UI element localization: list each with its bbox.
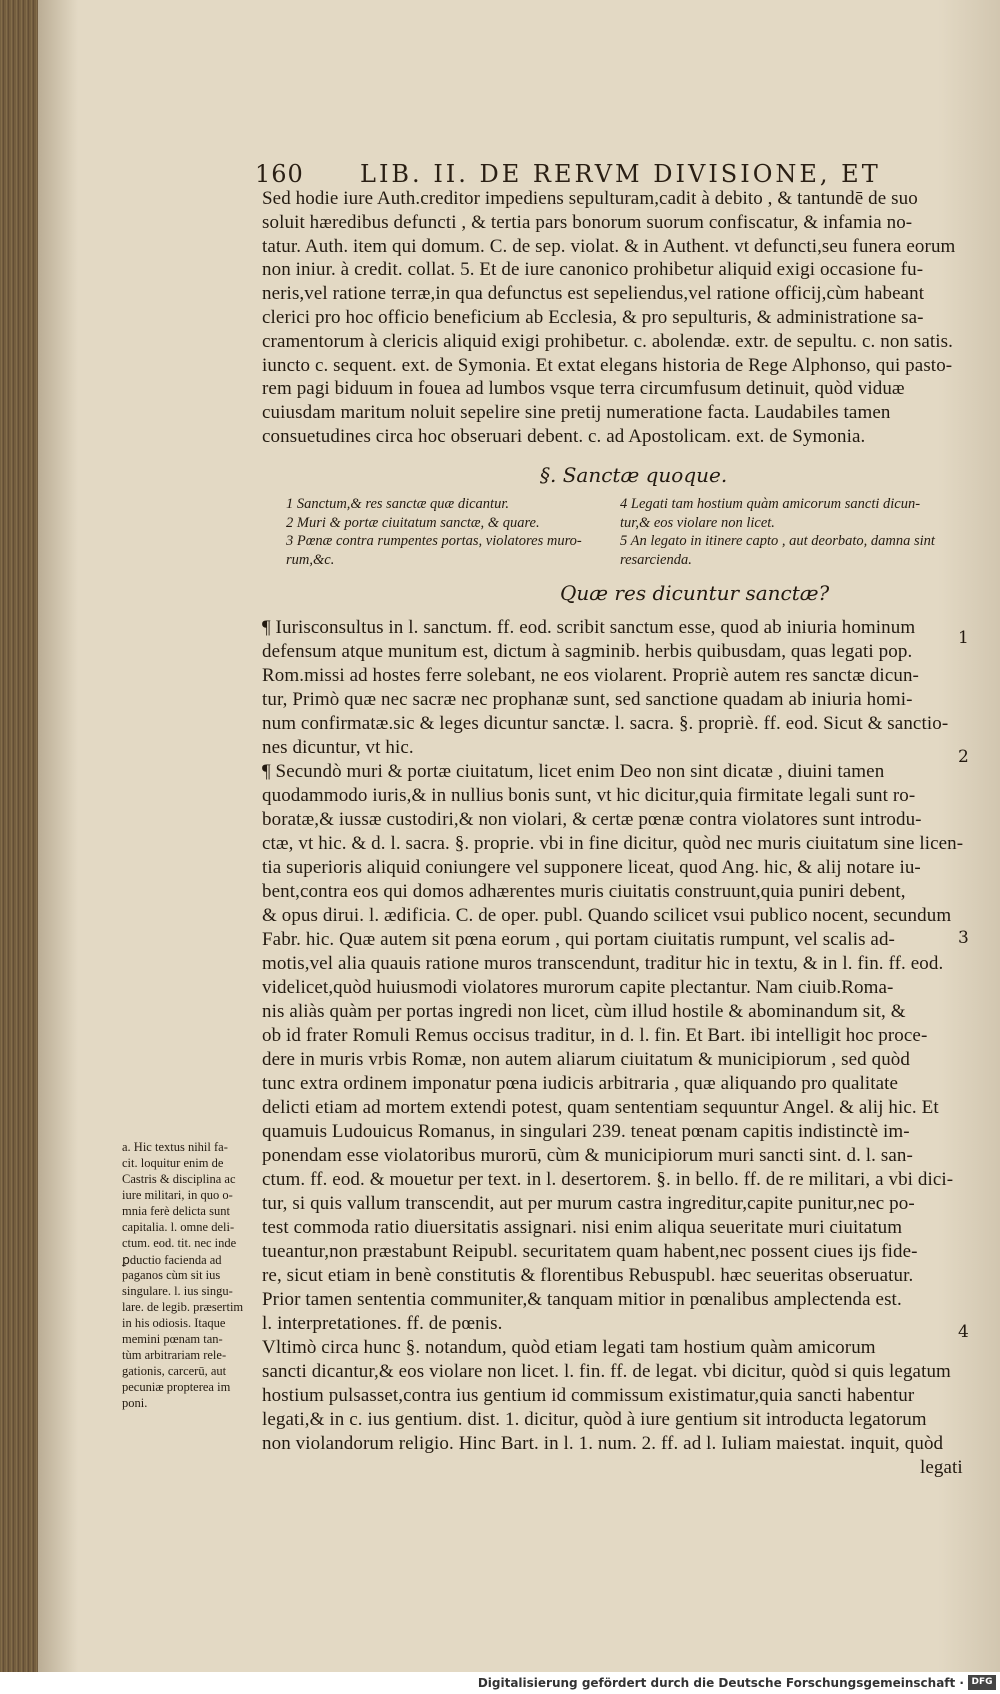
- summary-entry: rum,&c.: [286, 551, 335, 568]
- text-line: videlicet,quòd huiusmodi violatores murorum capite plectantur. Nam ciuib.Roma-: [262, 977, 894, 998]
- text-line: sancti dicantur,& eos violare non licet. l. fin. ff. de legat. vbi dicitur, quòd si quis legatum: [262, 1361, 951, 1382]
- side-note-line: memini pœnam tan-: [122, 1332, 223, 1346]
- side-note-line: Castris & disciplina ac: [122, 1172, 236, 1186]
- summary-entry: resarcienda.: [620, 551, 692, 568]
- summary-entry: 1 Sanctum,& res sanctæ quæ dicantur.: [286, 496, 510, 512]
- margin-number: 1: [958, 628, 969, 648]
- text-line: tatur. Auth. item qui domum. C. de sep. violat. & in Authent. vt defuncti,seu funera eorum: [262, 235, 956, 257]
- text-line: non iniur. à credit. collat. 5. Et de iure canonico prohibetur aliquid exigi occasione fu-: [262, 259, 924, 281]
- side-note-line: paganos cùm sit ius: [122, 1268, 221, 1282]
- side-note-line: iure militari, in quo o-: [122, 1188, 233, 1202]
- text-line: re, sicut etiam in benè constitutis & florentibus Rebuspubl. hæc seueritas obseruatur.: [262, 1265, 914, 1286]
- text-line: nis aliàs quàm per portas ingredi non licet, cùm illud hostile & abominandum sit, &: [262, 1001, 906, 1022]
- text-line: Rom.missi ad hostes ferre solebant, ne eos violarent. Propriè autem res sanctæ dicun-: [262, 665, 919, 686]
- text-line: legati: [920, 1457, 963, 1478]
- text-line: defensum atque munitum est, dictum à sagminib. herbis quibusdam, quas legati pop.: [262, 641, 913, 662]
- text-line: Prior tamen sententia communiter,& tanquam mitior in pœnalibus amplectenda est.: [262, 1289, 902, 1310]
- text-line: tueantur,non præstabunt Reipubl. securitatem quam habent,nec possent ciues ijs fide-: [262, 1241, 918, 1262]
- text-line: ponendam esse violatoribus murorū, cùm & municipiorum muri sancti sint. d. l. san-: [262, 1145, 913, 1166]
- text-line: l. interpretationes. ff. de pœnis.: [262, 1313, 503, 1334]
- digitization-footer: [0, 1672, 1000, 1694]
- text-line: iuncto c. sequent. ext. de Symonia. Et extat elegans historia de Rege Alphonso, qui pasto-: [262, 354, 953, 376]
- summary-entry: 4 Legati tam hostium quàm amicorum sancti dicun-: [620, 496, 921, 512]
- side-note-line: tùm arbitrariam rele-: [122, 1348, 227, 1362]
- side-note-line: a. Hic textus nihil fa-: [122, 1140, 228, 1154]
- side-note-line: ꝑductio facienda ad: [122, 1253, 222, 1267]
- side-note-line: singulare. l. ius singu-: [122, 1284, 233, 1298]
- summary-entry: 5 An legato in itinere capto , aut deorbato, damna sint: [620, 533, 935, 549]
- section-heading: §. Sanctæ quoque.: [540, 463, 728, 487]
- text-line: num confirmatæ.sic & leges dicuntur sanctæ. l. sacra. §. propriè. ff. eod. Sicut & sanctio-: [262, 713, 949, 734]
- text-line: quodammodo iuris,& in nullius bonis sunt, vt hic dicitur,quia firmitate legali sunt ro-: [262, 785, 916, 806]
- side-note-line: ctum. eod. tit. nec inde: [122, 1236, 237, 1250]
- text-line: cuiusdam maritum noluit sepelire sine pretij numeratione facta. Laudabiles tamen: [262, 402, 891, 424]
- text-line: hostium pulsasset,contra ius gentium id commissum existimatur,quia sancti habentur: [262, 1385, 915, 1406]
- margin-number: 4: [958, 1322, 969, 1342]
- text-line: rem pagi biduum in fouea ad lumbos vsque terra circumfusum detinuit, quòd viduæ: [262, 378, 905, 400]
- text-line: tur, Primò quæ nec sacræ nec prophanæ sunt, sed sanctione quadam ab iniuria homi-: [262, 689, 913, 710]
- text-line: non violandorum religio. Hinc Bart. in l. 1. num. 2. ff. ad l. Iuliam maiestat. inquit, quòd: [262, 1433, 944, 1454]
- side-note-line: in his odiosis. Itaque: [122, 1316, 226, 1330]
- side-note-line: capitalia. l. omne deli-: [122, 1220, 235, 1234]
- text-line: test commoda ratio diuersitatis assignari. nisi enim aliqua seueritate muri ciuitatum: [262, 1217, 903, 1238]
- text-line: delicti etiam ad mortem extendi potest, quam sententiam sequuntur Angel. & alij hic. Et: [262, 1097, 939, 1118]
- text-line: clerici pro hoc officio beneficium ab Ecclesia, & pro sepulturis, & administratione sa-: [262, 307, 924, 328]
- text-line: nes dicuntur, vt hic.: [262, 737, 414, 758]
- text-line: Vltimò circa hunc §. notandum, quòd etiam legati tam hostium quàm amicorum: [262, 1337, 876, 1358]
- text-line: cramentorum à clericis aliquid exigi prohibetur. c. abolendæ. extr. de sepultu. c. non satis.: [262, 330, 954, 352]
- text-line: ctæ, vt hic. & d. l. sacra. §. proprie. vbi in fine dicitur, quòd nec muris ciuitatum sine licen-: [262, 833, 964, 854]
- summary-entry: 3 Pœnæ contra rumpentes portas, violatores muro-: [286, 533, 582, 549]
- running-title: LIB. II. DE RERVM DIVISIONE, ET: [360, 160, 881, 188]
- text-line: tunc extra ordinem imponatur pœna iudicis arbitraria , quæ aliquando pro qualitate: [262, 1073, 899, 1094]
- dfg-logo: DFG: [968, 1675, 996, 1690]
- text-line: motis,vel alia quauis ratione muros transcendunt, traditur hic in textu, & in l. fin. ff. eod.: [262, 953, 944, 974]
- text-line: ctum. ff. eod. & mouetur per text. in l. desertorem. §. in bello. ff. de re militari, a vbi dici-: [262, 1169, 954, 1190]
- side-note-line: cit. loquitur enim de: [122, 1156, 224, 1170]
- subheading: Quæ res dicuntur sanctæ?: [560, 581, 830, 605]
- text-line: consuetudines circa hoc obseruari debent. c. ad Apostolicam. ext. de Symonia.: [262, 426, 866, 447]
- text-line: ob id frater Romuli Remus occisus traditur, in d. l. fin. Et Bart. ibi intelligit hoc proce-: [262, 1025, 928, 1046]
- text-line: ¶ Iurisconsultus in l. sanctum. ff. eod. scribit sanctum esse, quod ab iniuria hominum: [262, 617, 916, 638]
- text-line: legati,& in c. ius gentium. dist. 1. dicitur, quòd à iure gentium sit introducta legatorum: [262, 1409, 927, 1430]
- side-note-line: mnia ferè delicta sunt: [122, 1204, 230, 1218]
- text-line: boratæ,& iussæ custodiri,& non violari, & certæ pœnæ contra violatores sunt introdu-: [262, 809, 922, 830]
- footer-credit: Digitalisierung gefördert durch die Deutsche Forschungsgemeinschaft ·: [477, 1676, 964, 1690]
- text-line: & opus dirui. l. ædificia. C. de oper. publ. Quando scilicet vsui publico nocent, secundum: [262, 905, 952, 926]
- text-line: Fabr. hic. Quæ autem sit pœna eorum , qui portam ciuitatis rumpunt, vel scalis ad-: [262, 929, 895, 950]
- text-line: Sed hodie iure Auth.creditor impediens sepulturam,cadit à debito , & tantundē de suo: [262, 188, 918, 209]
- text-line: dere in muris vrbis Romæ, non autem aliarum ciuitatum & municipiorum , sed quòd: [262, 1049, 910, 1070]
- summary-entry: 2 Muri & portæ ciuitatum sanctæ, & quare.: [286, 514, 540, 531]
- text-line: soluit hæredibus defuncti , & tertia pars bonorum suorum confiscatur, & infamia no-: [262, 211, 913, 233]
- margin-number: 3: [958, 928, 969, 948]
- margin-number: 2: [958, 747, 969, 767]
- text-line: bent,contra eos qui domos adhærentes muris ciuitatis construunt,quia puniri debent,: [262, 881, 906, 902]
- side-note-line: gationis, carcerū, aut: [122, 1364, 227, 1378]
- summary-entry: tur,& eos violare non licet.: [620, 514, 775, 531]
- text-line: tur, si quis vallum transcendit, aut per murum castra ingreditur,capite punitur,nec po-: [262, 1193, 915, 1214]
- text-line: quamuis Ludouicus Romanus, in singulari 239. teneat pœnam capitis indistinctè im-: [262, 1121, 910, 1142]
- text-line: tia superioris aliquid coniungere vel supponere liceat, quod Ang. hic, & alij notare iu-: [262, 857, 921, 878]
- side-note-line: poni.: [122, 1396, 148, 1410]
- side-note-line: lare. de legib. præsertim: [122, 1300, 244, 1314]
- text-line: neris,vel ratione terræ,in qua defunctus est sepeliendus,vel ratione officij,cùm habeant: [262, 283, 925, 305]
- page-number: 160: [255, 160, 304, 188]
- text-line: ¶ Secundò muri & portæ ciuitatum, licet enim Deo non sint dicatæ , diuini tamen: [262, 761, 885, 782]
- side-note-line: pecuniæ propterea im: [122, 1380, 231, 1394]
